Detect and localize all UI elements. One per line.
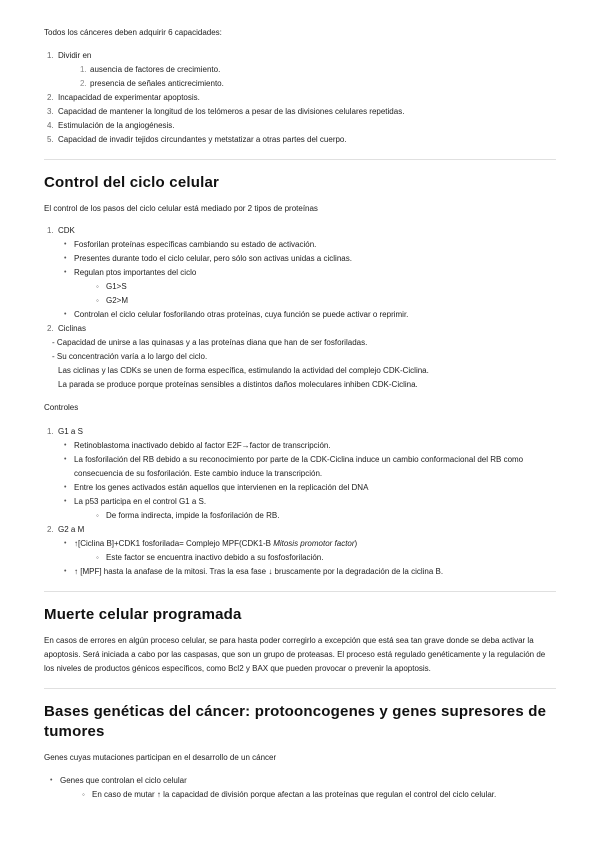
cdk-bullets <box>60 238 556 322</box>
section-lead: El control de los pasos del ciclo celular está mediado por 2 tipos de proteínas <box>44 204 318 213</box>
divider <box>44 591 556 592</box>
list-number: 1. <box>47 427 54 436</box>
section-title-control: Control del ciclo celular <box>44 174 220 191</box>
list-number: 2. <box>80 79 87 88</box>
sub-bullets <box>92 280 556 308</box>
section-title-bases: Bases genéticas del cáncer: protooncogenes y genes supresores de tumores <box>44 703 547 740</box>
list-item-text: ausencia de factores de crecimiento. <box>90 65 221 74</box>
bullet-text-end: ) <box>354 539 358 548</box>
list-item <box>44 49 556 91</box>
list-item-label: CDK <box>58 226 75 235</box>
sub-bullet-item: ◦ G1>S <box>92 280 556 294</box>
muerte-paragraph: En casos de errores en algún proceso celular, se para hasta poder corregirlo a excepción que está sea tan grave donde se deba activar la apoptosis. Será iniciada a cabo por las caspasas, que son un grupo de proteasas. El proceso está regulado genéticamente y la regulación de los niveles de productos génicos específicos, como Bcl2 y BAX que pueden provocar o prevenir la apoptosis. <box>44 636 546 673</box>
bullet-item <box>60 495 556 523</box>
section-lead: Genes cuyas mutaciones participan en el desarrollo de un cáncer <box>44 753 277 762</box>
list-item <box>44 133 556 147</box>
ciclinas-line: Las ciclinas y las CDKs se unen de forma específica, estimulando la actividad del complejo CDK-Ciclina. <box>58 366 429 375</box>
list-number: 2. <box>47 93 54 102</box>
list-number: 2. <box>47 324 54 333</box>
ciclinas-line: - Su concentración varía a lo largo del ciclo. <box>52 352 208 361</box>
list-number: 1. <box>47 51 54 60</box>
list-item-text: Incapacidad de experimentar apoptosis. <box>58 93 200 102</box>
section-title-muerte: Muerte celular programada <box>44 606 242 623</box>
sub-bullets <box>92 551 556 565</box>
bullet-item: • Fosforilan proteínas específicas cambiando su estado de activación. <box>60 238 556 252</box>
list-item-text: presencia de señales anticrecimiento. <box>90 79 224 88</box>
g1s-bullets <box>60 439 556 523</box>
bases-bullets <box>46 774 556 802</box>
sub-bullets <box>92 509 556 523</box>
bullet-text: Regulan ptos importantes del ciclo <box>74 268 197 277</box>
sublist <box>76 63 556 91</box>
list-item <box>44 91 556 105</box>
proteinas-list <box>44 224 556 336</box>
ciclinas-body <box>44 336 556 392</box>
controles-label: Controles <box>44 403 79 412</box>
sub-bullet-item: ◦ De forma indirecta, impide la fosforilación de RB. <box>92 509 556 523</box>
bullet-text: La p53 participa en el control G1 a S. <box>74 497 207 506</box>
list-item-text: Capacidad de invadir tejidos circundantes y metstatizar a otras partes del cuerpo. <box>58 135 347 144</box>
bullet-item: • Entre los genes activados están aquellos que intervienen en la replicación del DNA <box>60 481 556 495</box>
list-item-ciclinas <box>44 322 556 336</box>
divider <box>44 159 556 160</box>
bullet-emphasis: Mitosis promotor factor <box>273 539 355 548</box>
list-item-g1s <box>44 425 556 523</box>
list-number: 5. <box>47 135 54 144</box>
bullet-text: ↑[Ciclina B]+CDK1 fosforilada= Complejo MPF(CDK1-B <box>74 539 274 548</box>
sub-bullets <box>78 788 556 802</box>
controles-list <box>44 425 556 579</box>
list-item-label: G1 a S <box>58 427 83 436</box>
g2m-bullets <box>60 537 556 579</box>
intro-text: Todos los cánceres deben adquirir 6 capacidades: <box>44 28 222 37</box>
bullet-item: • La fosforilación del RB debido a su reconocimiento por parte de la CDK-Ciclina induce un cambio conformacional del RB como consecuencia de su fosforilación. Este cambio induce la transcripción. <box>60 453 556 481</box>
bullet-item: • Retinoblastoma inactivado debido al factor E2F→factor de transcripción. <box>60 439 556 453</box>
bullet-item <box>46 774 556 802</box>
list-item-g2m <box>44 523 556 579</box>
list-item <box>76 63 556 77</box>
list-number: 1. <box>80 65 87 74</box>
divider <box>44 688 556 689</box>
list-number: 3. <box>47 107 54 116</box>
list-number: 1. <box>47 226 54 235</box>
list-number: 2. <box>47 525 54 534</box>
bullet-text: Genes que controlan el ciclo celular <box>60 776 187 785</box>
list-item-text: Dividir en <box>58 51 92 60</box>
list-item <box>76 77 556 91</box>
ciclinas-line: La parada se produce porque proteínas sensibles a distintos daños moleculares inhiben CDK-Ciclina. <box>58 380 418 389</box>
list-item-label: G2 a M <box>58 525 85 534</box>
capacidades-list <box>44 49 556 147</box>
list-item-text: Capacidad de mantener la longitud de los telómeros a pesar de las divisiones celulares repetidas. <box>58 107 405 116</box>
sub-bullet-item: ◦ Este factor se encuentra inactivo debido a su fosfosforilación. <box>92 551 556 565</box>
list-item-text: Estimulación de la angiogénesis. <box>58 121 175 130</box>
bullet-item <box>60 537 556 565</box>
list-number: 4. <box>47 121 54 130</box>
list-item <box>44 119 556 133</box>
bullet-item <box>60 266 556 308</box>
ciclinas-line: - Capacidad de unirse a las quinasas y a las proteínas diana que han de ser fosforiladas. <box>52 338 368 347</box>
bullet-item: • ↑ [MPF] hasta la anafase de la mitosi. Tras la esa fase ↓ bruscamente por la degradación de la ciclina B. <box>60 565 556 579</box>
sub-bullet-item: ◦ En caso de mutar ↑ la capacidad de división porque afectan a las proteínas que regulan el control del ciclo celular. <box>78 788 556 802</box>
bullet-item: • Controlan el ciclo celular fosforilando otras proteínas, cuya función se puede activar o reprimir. <box>60 308 556 322</box>
sub-bullet-item: ◦ G2>M <box>92 294 556 308</box>
list-item <box>44 105 556 119</box>
bullet-item: • Presentes durante todo el ciclo celular, pero sólo son activas unidas a ciclinas. <box>60 252 556 266</box>
list-item-cdk <box>44 224 556 322</box>
list-item-label: Ciclinas <box>58 324 87 333</box>
